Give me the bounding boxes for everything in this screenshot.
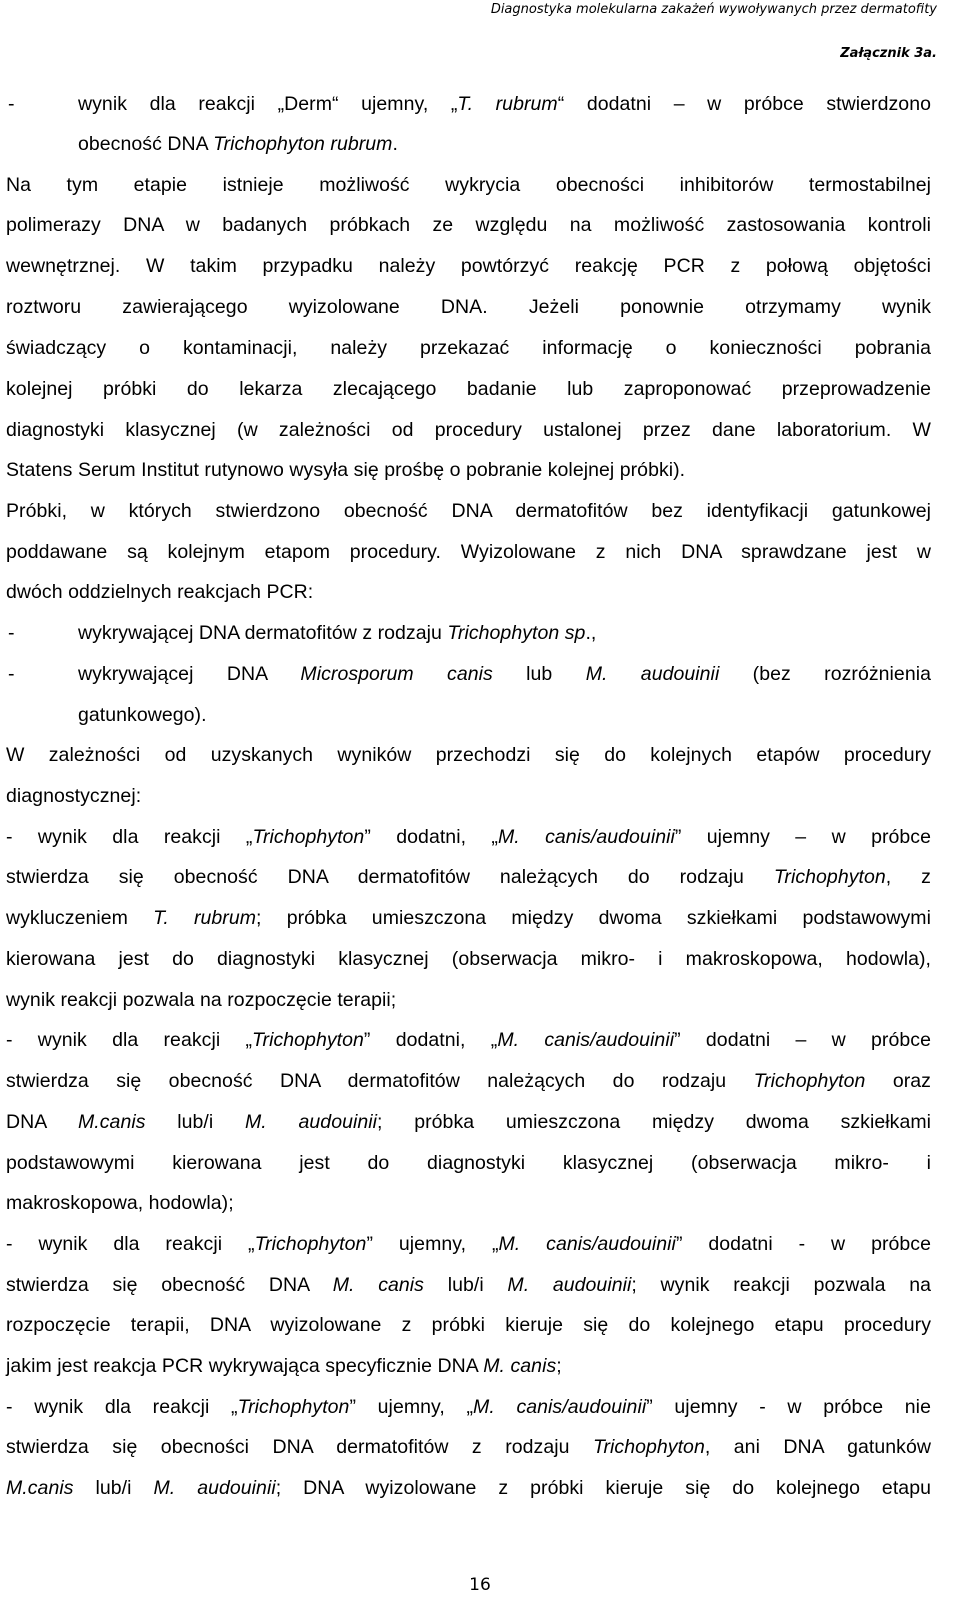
text-line: kierowana jest do diagnostyki klasycznej (obserwacja mikro- i makroskopowa, hodowla), — [6, 948, 931, 970]
italic-term: Trichophyton — [592, 1436, 705, 1458]
text-line: wewnętrznej. W takim przypadku należy powtórzyć reakcję PCR z połową objętości — [6, 255, 931, 277]
text-line: M.canis lub/i M. audouinii; DNA wyizolowane z próbki kieruje się do kolejnego etapu — [6, 1477, 931, 1499]
italic-term: Microsporum canis — [300, 663, 493, 685]
page-number: 16 — [469, 1575, 491, 1595]
italic-term: M. canis — [483, 1355, 557, 1377]
annex-label: Załącznik 3a. — [840, 46, 937, 61]
text-line: - wynik dla reakcji „Trichophyton” ujemny, „M. canis/audouinii” ujemny - w próbce nie — [6, 1396, 931, 1418]
text-line: wykluczeniem T. rubrum; próbka umieszczona między dwoma szkiełkami podstawowymi — [6, 907, 931, 929]
italic-term: M. audouinii — [585, 663, 720, 685]
text-line: - wynik dla reakcji „Trichophyton” dodatni, „M. canis/audouinii” ujemny – w próbce — [6, 826, 931, 848]
text-line: diagnostyki klasycznej (w zależności od procedury ustalonej przez dane laboratorium. W — [6, 419, 931, 441]
italic-term: Trichophyton — [252, 826, 365, 848]
italic-term: M. canis/audouinii — [498, 1233, 676, 1255]
italic-term: T. rubrum — [457, 93, 558, 115]
running-header-title: Diagnostyka molekularna zakażeń wywoływanych przez dermatofity — [490, 2, 937, 17]
italic-term: M. audouinii — [153, 1477, 276, 1499]
italic-term: Trichophyton — [773, 866, 886, 888]
text-line: Statens Serum Institut rutynowo wysyła się prośbę o pobranie kolejnej próbki). — [6, 459, 686, 481]
italic-term: M.canis — [77, 1111, 146, 1133]
text-line: makroskopowa, hodowla); — [6, 1192, 234, 1214]
text-line: podstawowymi kierowana jest do diagnostyki klasycznej (obserwacja mikro- i — [6, 1152, 931, 1174]
text-line: wykrywającej DNA dermatofitów z rodzaju Trichophyton sp., — [78, 622, 597, 644]
text-line: roztworu zawierającego wyizolowane DNA. Jeżeli ponownie otrzymamy wynik — [6, 296, 931, 318]
text-line: świadczący o kontaminacji, należy przekazać informację o konieczności pobrania — [6, 337, 931, 359]
bullet-dash: - — [8, 622, 15, 644]
text-line: stwierdza się obecności DNA dermatofitów z rodzaju Trichophyton, ani DNA gatunków — [6, 1436, 932, 1458]
text-line: wynik dla reakcji „Derm“ ujemny, „T. rubrum“ dodatni – w próbce stwierdzono — [78, 93, 931, 115]
text-line: kolejnej próbki do lekarza zlecającego badanie lub zaproponować przeprowadzenie — [6, 378, 931, 400]
italic-term: Trichophyton — [254, 1233, 367, 1255]
italic-term: Trichophyton rubrum — [213, 133, 393, 155]
italic-term: Trichophyton sp — [447, 622, 586, 644]
text-line: Próbki, w których stwierdzono obecność DNA dermatofitów bez identyfikacji gatunkowej — [6, 500, 931, 522]
bullet-dash: - — [8, 93, 15, 115]
text-line: stwierdza się obecność DNA dermatofitów należących do rodzaju Trichophyton, z — [6, 866, 931, 888]
italic-term: M. audouinii — [507, 1274, 632, 1296]
italic-term: Trichophyton — [753, 1070, 866, 1092]
text-line: jakim jest reakcja PCR wykrywająca specyficznie DNA M. canis; — [6, 1355, 562, 1377]
italic-term: M.canis — [6, 1477, 74, 1499]
text-line: polimerazy DNA w badanych próbkach ze względu na możliwość zastosowania kontroli — [6, 214, 931, 236]
text-line: poddawane są kolejnym etapom procedury. Wyizolowane z nich DNA sprawdzane jest w — [6, 541, 931, 563]
italic-term: M. canis — [332, 1274, 424, 1296]
italic-term: M. canis/audouinii — [497, 826, 675, 848]
text-line: wynik reakcji pozwala na rozpoczęcie terapii; — [6, 989, 397, 1011]
text-line: gatunkowego). — [78, 704, 207, 726]
italic-term: Trichophyton — [252, 1029, 364, 1051]
text-line: obecność DNA Trichophyton rubrum. — [78, 133, 398, 155]
italic-term: Trichophyton — [237, 1396, 350, 1418]
text-line: - wynik dla reakcji „Trichophyton” dodatni, „M. canis/audouinii” dodatni – w próbce — [6, 1029, 931, 1051]
text-line: - wynik dla reakcji „Trichophyton” ujemny, „M. canis/audouinii” dodatni - w próbce — [6, 1233, 931, 1255]
italic-term: M. canis/audouinii — [497, 1029, 675, 1051]
italic-term: T. rubrum — [153, 907, 257, 929]
text-line: stwierdza się obecność DNA dermatofitów należących do rodzaju Trichophyton oraz — [6, 1070, 931, 1092]
text-line: W zależności od uzyskanych wyników przechodzi się do kolejnych etapów procedury — [6, 744, 931, 766]
bullet-dash: - — [8, 663, 15, 685]
text-line: rozpoczęcie terapii, DNA wyizolowane z próbki kieruje się do kolejnego etapu procedury — [6, 1314, 931, 1336]
italic-term: M. canis/audouinii — [473, 1396, 647, 1418]
text-line: DNA M.canis lub/i M. audouinii; próbka umieszczona między dwoma szkiełkami — [6, 1111, 932, 1133]
text-line: wykrywającej DNA Microsporum canis lub M. audouinii (bez rozróżnienia — [78, 663, 931, 685]
text-line: Na tym etapie istnieje możliwość wykrycia obecności inhibitorów termostabilnej — [6, 174, 931, 196]
text-line: diagnostycznej: — [6, 785, 142, 807]
text-line: stwierdza się obecność DNA M. canis lub/i M. audouinii; wynik reakcji pozwala na — [6, 1274, 931, 1296]
italic-term: M. audouinii — [245, 1111, 378, 1133]
text-line: dwóch oddzielnych reakcjach PCR: — [6, 581, 314, 603]
